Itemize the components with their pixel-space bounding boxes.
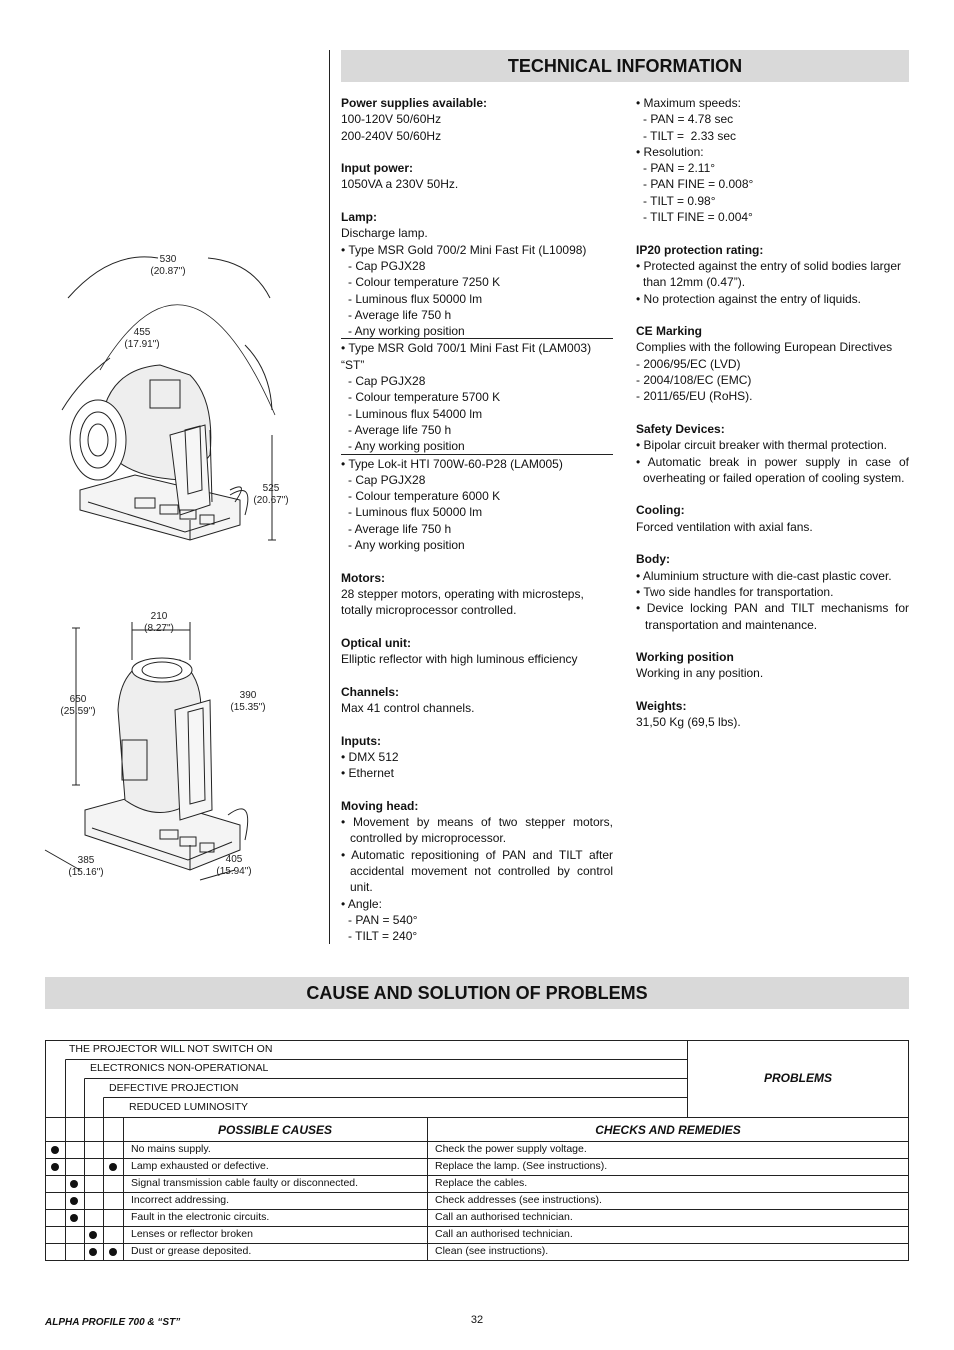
body-item: • Two side handles for transportation.: [636, 584, 834, 599]
resolution-spec: - PAN FINE = 0.008°: [643, 177, 754, 192]
weights-heading: Weights:: [636, 698, 687, 713]
footer-product: ALPHA PROFILE 700 & “ST”: [45, 1317, 181, 1328]
problem-cause: Lamp exhausted or defective.: [131, 1160, 269, 1172]
problem-cause: Fault in the electronic circuits.: [131, 1211, 270, 1223]
ce-line: - 2004/108/EC (EMC): [636, 373, 752, 388]
ip-item: • Protected against the entry of solid bodies larger than 12mm (0.47”).: [636, 258, 902, 290]
fixture-dimension-drawing: [40, 240, 325, 920]
motors-line: totally microprocessor controlled.: [341, 603, 517, 618]
problem-header-2: ELECTRONICS NON-OPERATIONAL: [90, 1062, 269, 1074]
power-line: 100-120V 50/60Hz: [341, 112, 442, 127]
problems-title: CAUSE AND SOLUTION OF PROBLEMS: [45, 977, 909, 1009]
lamp-type: • Type MSR Gold 700/2 Mini Fast Fit (L10098): [341, 242, 587, 257]
tech-right-column: [636, 95, 909, 731]
ip-item: • No protection against the entry of liquids.: [636, 291, 861, 306]
lamp-spec: - Cap PGJX28: [348, 472, 426, 487]
moving-item: • Automatic repositioning of PAN and TILT after accidental movement not controlled by control unit.: [341, 847, 613, 895]
problem-mark-dot: [109, 1248, 117, 1256]
ip-heading: IP20 protection rating:: [636, 242, 764, 257]
problem-mark-dot: [70, 1197, 78, 1205]
lamp-spec: - Luminous flux 50000 lm: [348, 291, 483, 306]
resolution-spec: - TILT = 0.98°: [643, 193, 716, 208]
problem-remedy: Call an authorised technician.: [435, 1228, 573, 1240]
dimension-650: 650 (25.59"): [60, 694, 96, 717]
dimension-455: 455 (17.91"): [124, 327, 160, 350]
dimension-385: 385 (15.16"): [68, 855, 104, 878]
dimension-525: 525 (20.67"): [253, 483, 289, 506]
problem-mark-dot: [70, 1214, 78, 1222]
body-item: • Aluminium structure with die-cast plastic cover.: [636, 568, 892, 583]
cooling-line: Forced ventilation with axial fans.: [636, 519, 813, 534]
ce-line: - 2006/95/EC (LVD): [636, 356, 741, 371]
lamp-spec: - Average life 750 h: [348, 422, 452, 437]
tech-info-title: TECHNICAL INFORMATION: [341, 50, 909, 82]
channels-line: Max 41 control channels.: [341, 700, 475, 715]
lamp-line: Discharge lamp.: [341, 226, 428, 241]
problem-mark-dot: [89, 1248, 97, 1256]
problem-header-3: DEFECTIVE PROJECTION: [109, 1082, 239, 1094]
inputs-item: • Ethernet: [341, 766, 394, 781]
problem-remedy: Check addresses (see instructions).: [435, 1194, 602, 1206]
dimension-530: 530 (20.87"): [150, 254, 186, 277]
dimension-210: 210 (8.27"): [144, 611, 174, 634]
speed-item: • Maximum speeds:: [636, 96, 741, 110]
lamp-spec: - Colour temperature 5700 K: [348, 390, 501, 405]
problem-header-4: REDUCED LUMINOSITY: [129, 1101, 249, 1113]
problem-mark-dot: [89, 1231, 97, 1239]
safety-heading: Safety Devices:: [636, 421, 725, 436]
resolution-spec: - TILT FINE = 0.004°: [643, 210, 753, 225]
resolution-item: • Resolution:: [636, 144, 704, 159]
dimension-390: 390 (15.35"): [230, 690, 266, 713]
lamp-spec: - Average life 750 h: [348, 521, 452, 536]
ce-line: - 2011/65/EU (RoHS).: [636, 389, 753, 404]
speed-spec: - TILT = 2.33 sec: [643, 128, 737, 143]
tech-left-column: [341, 95, 613, 944]
moving-head-side-view: [70, 365, 248, 540]
problem-remedy: Replace the cables.: [435, 1177, 528, 1189]
causes-label: POSSIBLE CAUSES: [217, 1123, 333, 1137]
cooling-heading: Cooling:: [636, 503, 685, 518]
lamp-type: • Type Lok-it HTI 700W-60-P28 (LAM005): [341, 454, 613, 472]
lamp-spec: - Any working position: [348, 439, 465, 454]
problem-cause: No mains supply.: [131, 1143, 211, 1155]
input-line: 1050VA a 230V 50Hz.: [341, 177, 459, 192]
problems-label: PROBLEMS: [763, 1071, 832, 1085]
problem-cause: Incorrect addressing.: [131, 1194, 230, 1206]
problem-cause: Lenses or reflector broken: [131, 1228, 253, 1240]
checks-label: CHECKS AND REMEDIES: [595, 1123, 741, 1137]
resolution-spec: - PAN = 2.11°: [643, 161, 716, 176]
problem-mark-dot: [70, 1180, 78, 1188]
working-line: Working in any position.: [636, 666, 764, 681]
lamp-heading: Lamp:: [341, 210, 377, 225]
lamp-spec: - Colour temperature 6000 K: [348, 489, 501, 504]
power-line: 200-240V 50/60Hz: [341, 128, 442, 143]
problem-mark-dot: [109, 1163, 117, 1171]
lamp-spec: - Cap PGJX28: [348, 258, 426, 273]
inputs-item: • DMX 512: [341, 749, 399, 764]
lamp-spec: - Any working position: [348, 324, 465, 339]
dimension-arc: [208, 258, 270, 298]
lamp-spec: - Any working position: [348, 538, 465, 553]
moving-item: • Angle:: [341, 896, 382, 911]
problem-cause: Dust or grease deposited.: [131, 1245, 252, 1257]
optical-line: Elliptic reflector with high luminous efficiency: [341, 652, 578, 667]
lamp-spec: - Cap PGJX28: [348, 374, 426, 389]
lamp-spec: - Luminous flux 54000 lm: [348, 406, 483, 421]
problem-cause: Signal transmission cable faulty or disconnected.: [131, 1177, 359, 1189]
motors-line: 28 stepper motors, operating with microsteps,: [341, 586, 584, 601]
power-heading: Power supplies available:: [341, 96, 488, 110]
motors-heading: Motors:: [341, 570, 385, 585]
problem-remedy: Replace the lamp. (See instructions).: [435, 1160, 608, 1172]
moving-spec: - PAN = 540°: [348, 912, 418, 927]
ce-heading: CE Marking: [636, 324, 703, 339]
speed-spec: - PAN = 4.78 sec: [643, 112, 734, 127]
problems-table: [45, 1040, 909, 1261]
safety-item: • Automatic break in power supply in case of overheating or failed operation of cooling system.: [636, 454, 909, 485]
problem-header-1: THE PROJECTOR WILL NOT SWITCH ON: [69, 1043, 273, 1055]
lamp-spec: - Luminous flux 50000 lm: [348, 505, 483, 520]
moving-item: • Movement by means of two stepper motors, controlled by microprocessor.: [341, 815, 613, 846]
problem-remedy: Clean (see instructions).: [435, 1245, 549, 1257]
inputs-heading: Inputs:: [341, 733, 381, 748]
working-heading: Working position: [636, 650, 734, 665]
body-item: • Device locking PAN and TILT mechanisms for transportation and maintenance.: [636, 601, 909, 632]
channels-heading: Channels:: [341, 684, 400, 699]
safety-item: • Bipolar circuit breaker with thermal protection.: [636, 438, 887, 453]
dimension-405: 405 (15.94"): [216, 854, 252, 877]
page-number: 32: [470, 1314, 484, 1326]
ce-line: Complies with the following European Directives: [636, 340, 893, 355]
body-heading: Body:: [636, 552, 670, 567]
problem-remedy: Check the power supply voltage.: [435, 1143, 587, 1155]
column-divider: [329, 50, 330, 944]
moving-spec: - TILT = 240°: [348, 929, 418, 944]
problem-mark-dot: [51, 1163, 59, 1171]
problem-remedy: Call an authorised technician.: [435, 1211, 573, 1223]
problem-mark-dot: [51, 1146, 59, 1154]
moving-heading: Moving head:: [341, 798, 419, 813]
lamp-spec: - Average life 750 h: [348, 307, 452, 322]
lamp-type: • Type MSR Gold 700/1 Mini Fast Fit (LAM003) “ST”: [341, 338, 613, 373]
lamp-spec: - Colour temperature 7250 K: [348, 275, 501, 290]
optical-heading: Optical unit:: [341, 635, 411, 650]
input-heading: Input power:: [341, 161, 413, 176]
weights-line: 31,50 Kg (69,5 lbs).: [636, 715, 741, 730]
